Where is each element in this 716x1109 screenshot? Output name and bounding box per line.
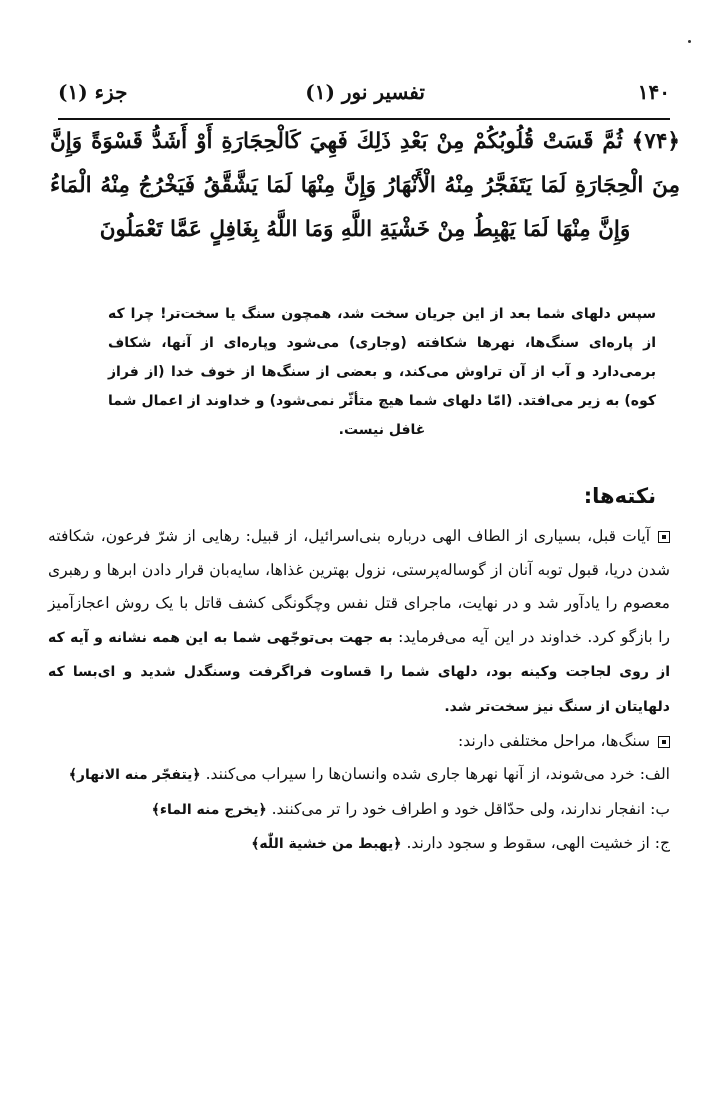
notes-heading: نکته‌ها: <box>583 484 656 508</box>
quote-c: ﴿یهبط من خشیة اللّٰه﴾ <box>251 836 402 853</box>
quote-a: ﴿یتفجّر منه الانهار﴾ <box>68 767 201 784</box>
note1-bold-text: به جهت بی‌توجّهی شما به این همه نشانه و آیه که از روی لجاجت وکینه بود، دلهای شما را قساوت فراگرفت وسنگدل شدید و ای‌بسا که دلهایتان از سنگ نیز سخت‌تر شد. <box>48 629 670 715</box>
verse-translation: سپس دلهای شما بعد از این جریان سخت شد، همچون سنگ یا سخت‌تر! چرا که از پاره‌ای سنگ‌ها، نهرها شکافته (وجاری) می‌شود وپاره‌ای از آنها، شکاف برمی‌دارد و آب از آن تراوش می‌کند، و بعضی از سنگ‌ها از خوف خدا (از فراز کوه) به زیر می‌افتد. (امّا دلهای شما هیچ متأثّر نمی‌شود) و خداوند از اعمال شما غافل نیست. <box>108 306 656 438</box>
book-title: تفسیر نور (۱) <box>305 80 425 104</box>
verse-number: ۷۴ <box>644 129 668 154</box>
note-paragraph <box>48 520 670 725</box>
note1-text: آیات قبل، بسیاری از الطاف الهی درباره بنی‌اسرائیل، از قبیل: رهایی از شرّ فرعون، شکافته شدن دریا، قبول توبه آنان از گوساله‌پرستی، نزول بهترین غذاها، سایه‌بان قرار دادن ابرها و رهبری معصوم را یادآور شد و در نهایت، ماجرای قتل نفس وچگونگی کشف قاتل با یک روش اعجازآمیز را بازگو کرد. خداوند در این آیه می‌فرماید: <box>48 527 670 646</box>
bullet-box-icon <box>658 736 670 748</box>
notes-body <box>48 520 670 862</box>
note-item-a: الف: خرد می‌شوند، از آنها نهرها جاری شده وانسان‌ها را سیراب می‌کنند. ﴿یتفجّر منه الانهار﴾ <box>68 765 670 784</box>
note-item-b: ب: انفجار ندارند، ولی حدّاقل خود و اطراف خود را تر می‌کنند. ﴿یخرج منه الماء﴾ <box>151 799 670 818</box>
verse-text: ثُمَّ قَسَتْ قُلُوبُكُمْ مِنْ بَعْدِ ذَلِكَ فَهِيَ كَالْحِجَارَةِ أَوْ أَشَدُّ قَسْوَةً وَإِنَّ مِنَ الْحِجَارَةِ لَمَا يَتَفَجَّرُ مِنْهُ الْأَنْهَارُ وَإِنَّ مِنْهَا لَمَا يَشَّقَّقُ فَيَخْرُجُ مِنْهُ الْمَاءُ وَإِنَّ مِنْهَا لَمَا يَهْبِطُ مِنْ خَشْيَةِ اللَّهِ وَمَا اللَّهُ بِغَافِلٍ عَمَّا تَعْمَلُونَ <box>50 129 680 242</box>
quote-b: ﴿یخرج منه الماء﴾ <box>151 801 267 818</box>
bullet-box-icon <box>658 531 670 543</box>
page-number: ۱۴۰ <box>637 80 670 104</box>
note-paragraph <box>48 725 670 759</box>
part-label: جزء (۱) <box>58 80 128 104</box>
page-mark <box>688 40 691 43</box>
note-item-c: ج: از خشیت الهی، سقوط و سجود دارند. ﴿یهبط من خشیة اللّٰه﴾ <box>251 834 670 853</box>
note2-intro: سنگ‌ها، مراحل مختلفی دارند: <box>458 731 650 750</box>
page-header <box>58 80 670 114</box>
quran-verse: ﴿۷۴﴾ ثُمَّ قَسَتْ قُلُوبُكُمْ مِنْ بَعْدِ ذَلِكَ فَهِيَ كَالْحِجَارَةِ أَوْ أَشَدُّ قَسْوَةً وَإِنَّ مِنَ الْحِجَارَةِ لَمَا يَتَفَجَّرُ مِنْهُ الْأَنْهَارُ وَإِنَّ مِنْهَا لَمَا يَشَّقَّقُ فَيَخْرُجُ مِنْهُ الْمَاءُ وَإِنَّ مِنْهَا لَمَا يَهْبِطُ مِنْ خَشْيَةِ اللَّهِ وَمَا اللَّهُ بِغَافِلٍ عَمَّا تَعْمَلُونَ <box>50 129 680 242</box>
